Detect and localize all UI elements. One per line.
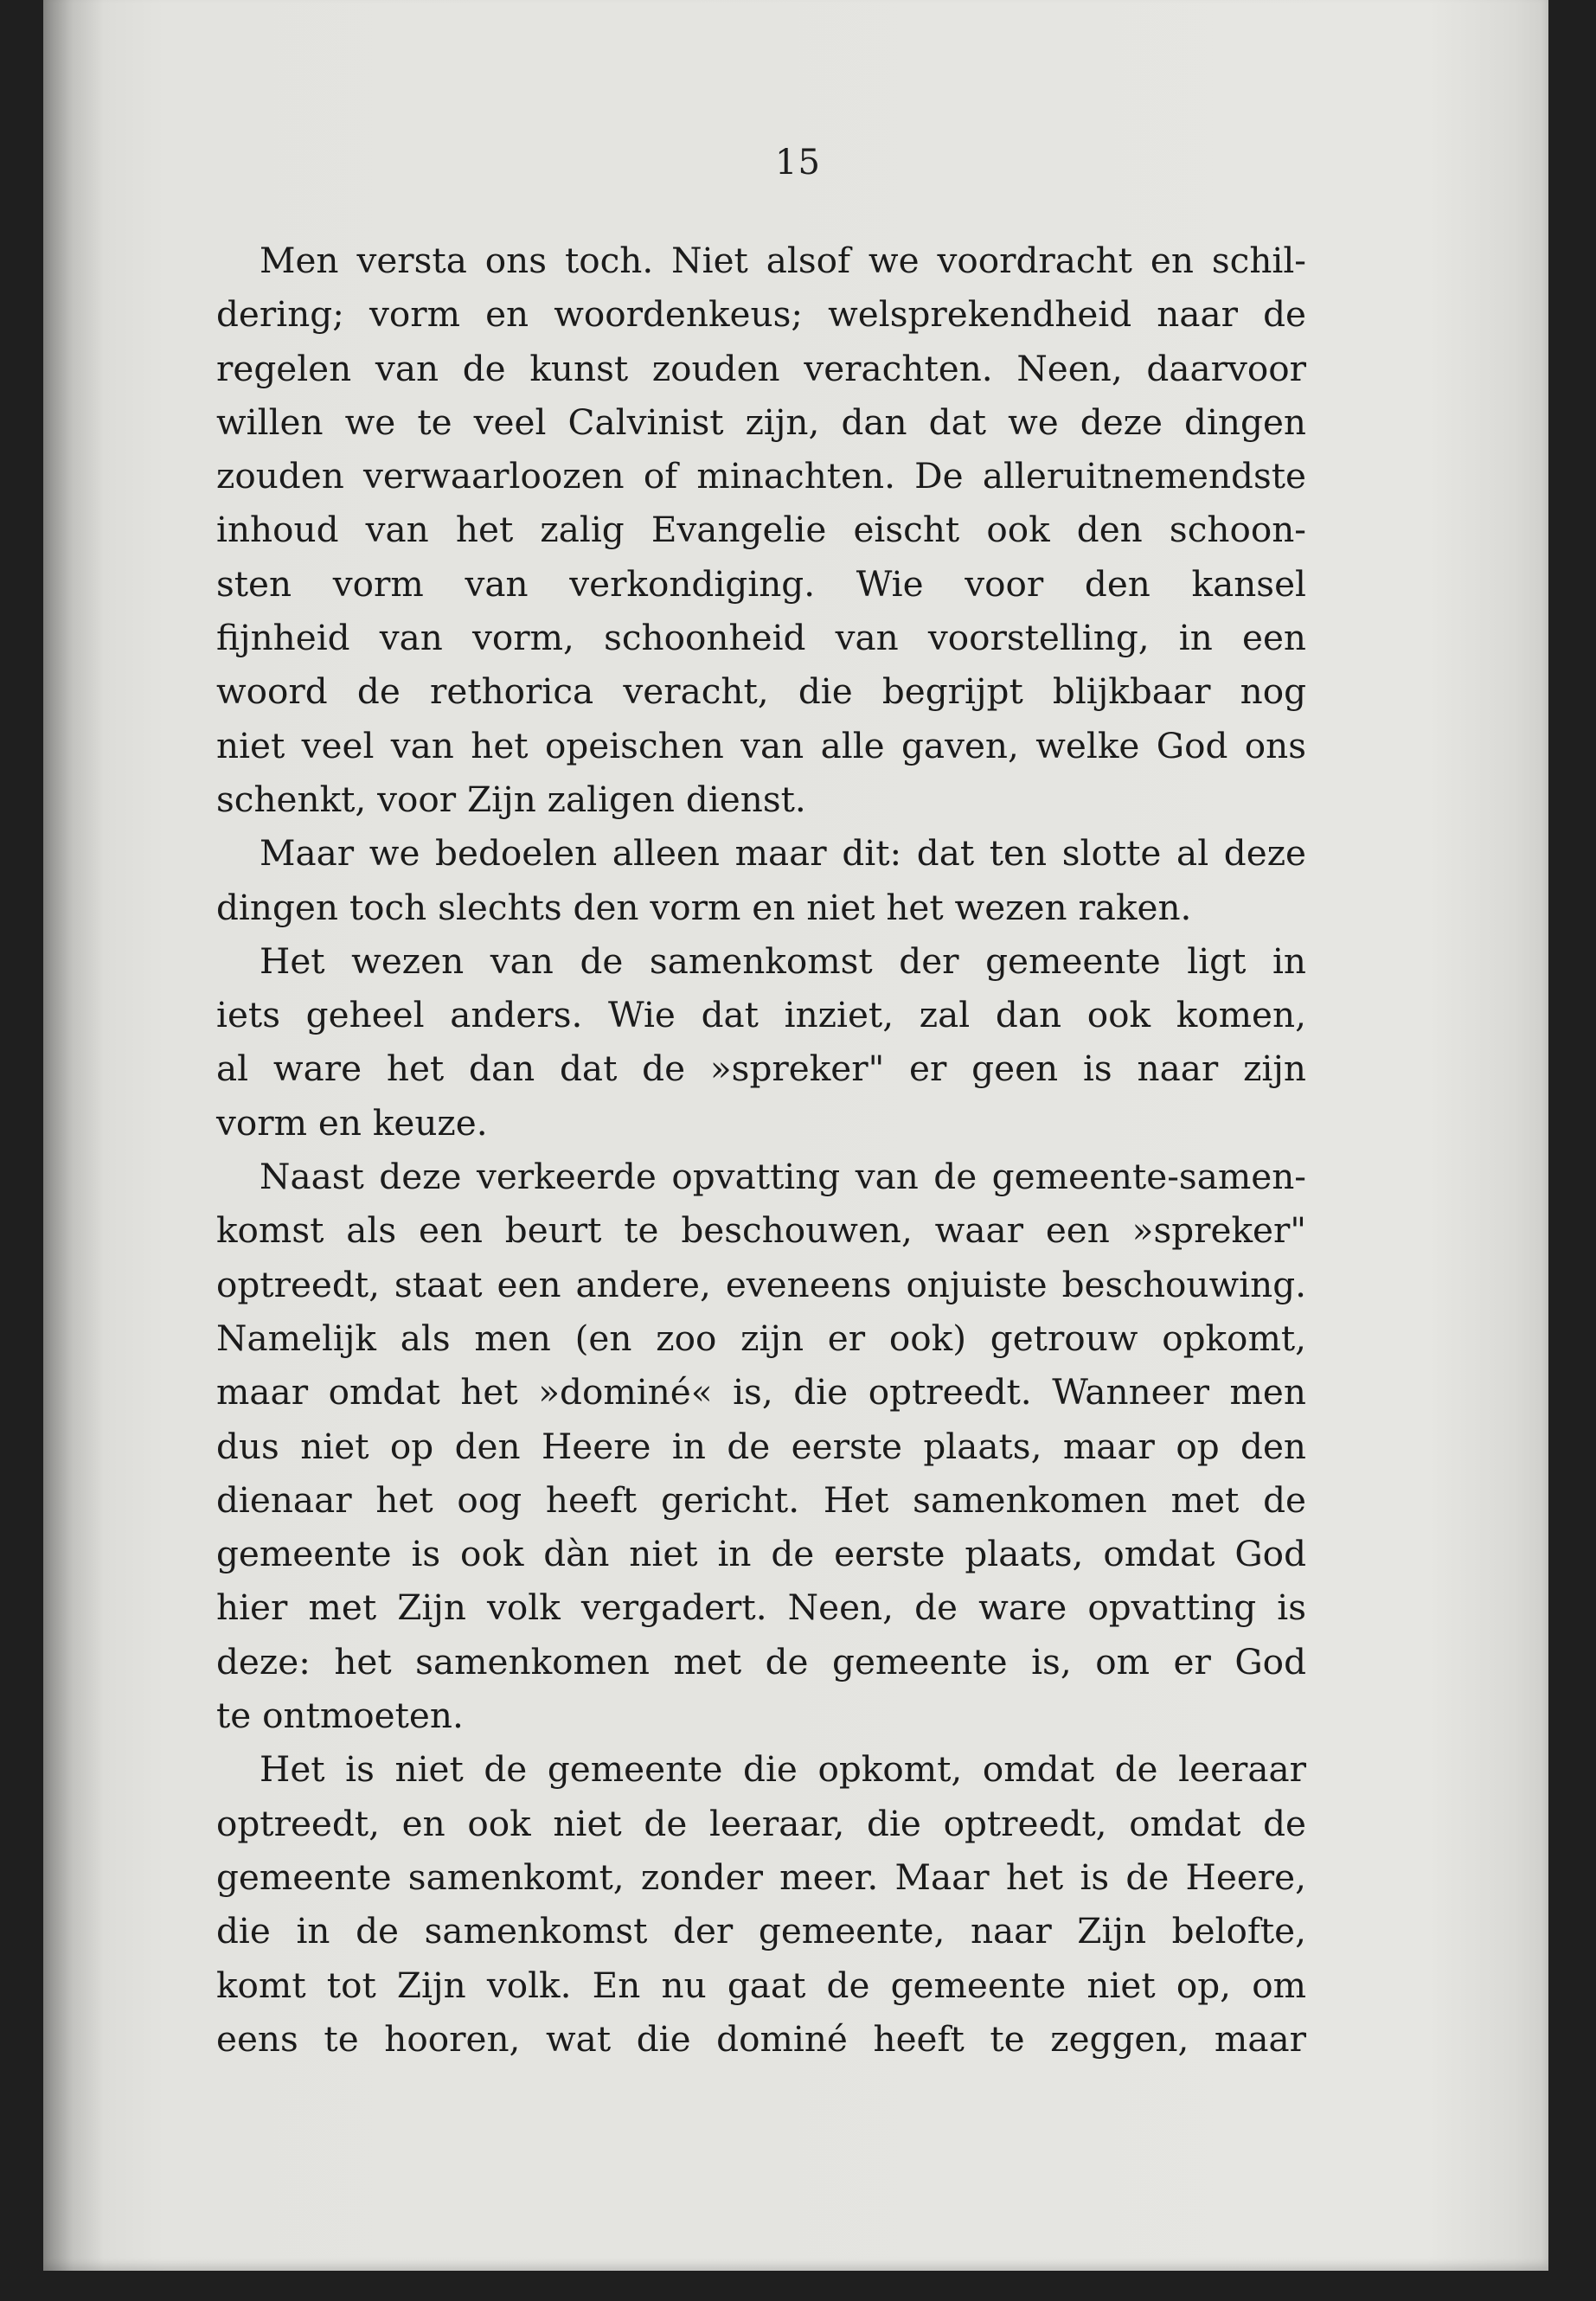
text-line: Men versta ons toch. Niet alsof we voordracht en schil- [260,240,1306,281]
text-line: dingen toch slechts den vorm en niet het wezen raken. [216,886,1192,928]
text-line: deze: het samenkomen met de gemeente is, om er God [216,1640,1306,1682]
text-line: gemeente samenkomt, zonder meer. Maar het is de Heere, [216,1856,1306,1898]
text-line: gemeente is ook dàn niet in de eerste plaats, omdat God [216,1533,1306,1575]
text-line: optreedt, en ook niet de leeraar, die optreedt, omdat de [216,1802,1306,1844]
text-line: inhoud van het zalig Evangelie eischt ook den schoon- [216,509,1306,551]
body-text [216,234,1306,2066]
text-line: optreedt, staat een andere, eveneens onjuiste beschouwing. [216,1263,1306,1305]
text-line: dienaar het oog heeft gericht. Het samenkomen met de [216,1478,1306,1521]
text-line: zouden verwaarloozen of minachten. De alleruitnemendste [216,455,1306,497]
text-line: niet veel van het opeischen van alle gaven, welke God ons [216,724,1306,766]
text-line: schenkt, voor Zijn zaligen dienst. [216,778,806,820]
text-line: maar omdat het »dominé« is, die optreedt. Wanneer men [216,1371,1306,1413]
text-line: Namelijk als men (en zoo zijn er ook) getrouw opkomt, [216,1317,1306,1359]
text-line: woord de rethorica veracht, die begrijpt blijkbaar nog [216,670,1306,713]
page-gutter-shadow [43,0,104,2271]
text-line: willen we te veel Calvinist zijn, dan dat we deze dingen [216,401,1306,443]
text-line: sten vorm van verkondiging. Wie voor den kansel [216,562,1306,605]
text-line: fijnheid van vorm, schoonheid van voorstelling, in een [216,617,1306,659]
text-line: te ontmoeten. [216,1695,464,1737]
text-line: al ware het dan dat de »spreker" er geen is naar zijn [216,1048,1306,1090]
text-line: hier met Zijn volk vergadert. Neen, de ware opvatting is [216,1586,1306,1629]
text-line: eens te hooren, wat die dominé heeft te zeggen, maar [216,2017,1306,2060]
text-line: Maar we bedoelen alleen maar dit: dat ten slotte al deze [260,832,1306,875]
text-line: iets geheel anders. Wie dat inziet, zal dan ook komen, [216,994,1306,1036]
text-line: Het is niet de gemeente die opkomt, omdat de leeraar [260,1748,1306,1791]
text-line: Naast deze verkeerde opvatting van de gemeente-samen- [260,1156,1306,1198]
text-line: regelen van de kunst zouden verachten. Neen, daarvoor [216,347,1306,389]
text-line: komst als een beurt te beschouwen, waar een »spreker" [216,1209,1306,1252]
text-line: komt tot Zijn volk. En nu gaat de gemeente niet op, om [216,1964,1306,2006]
text-line: dus niet op den Heere in de eerste plaats, maar op den [216,1425,1306,1467]
text-line: dering; vorm en woordenkeus; welsprekendheid naar de [216,293,1306,336]
page-number: 15 [775,143,821,183]
text-line: die in de samenkomst der gemeente, naar Zijn belofte, [216,1910,1306,1952]
text-line: vorm en keuze. [216,1101,488,1144]
text-line: Het wezen van de samenkomst der gemeente ligt in [260,939,1306,982]
